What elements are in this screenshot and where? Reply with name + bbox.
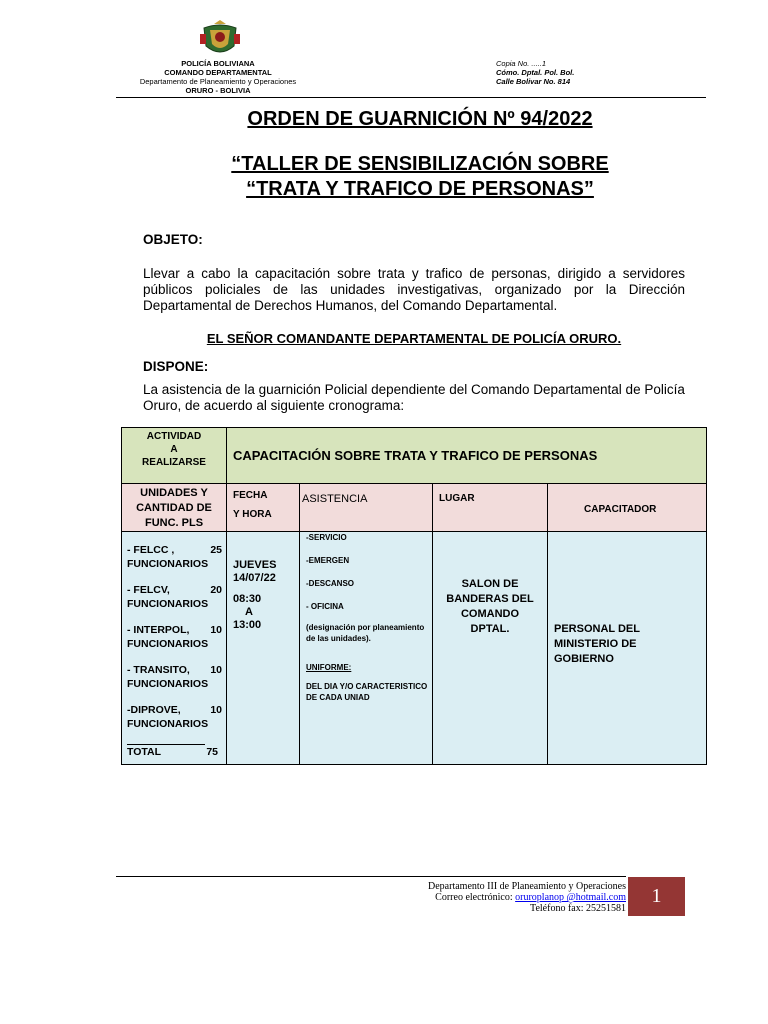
footer-divider — [116, 876, 626, 877]
subtitle-line: “TALLER DE SENSIBILIZACIÓN SOBRE — [231, 153, 609, 175]
unit-name: - FELCC , — [127, 544, 175, 556]
unit-count: 10 — [210, 704, 222, 716]
uniforme-label: UNIFORME: — [306, 663, 352, 672]
header-fecha-line: Y HORA — [233, 509, 272, 520]
fecha-line: 13:00 — [233, 619, 262, 631]
dispone-label: DISPONE: — [143, 359, 209, 374]
lugar-line: SALON DE — [461, 578, 519, 590]
unit-label: FUNCIONARIOS — [127, 597, 209, 610]
asistencia-cell — [300, 532, 433, 765]
footer-department: Departamento III de Planeamiento y Operaciones — [428, 881, 626, 892]
unit-count: 25 — [210, 544, 222, 556]
footer-email-link[interactable]: oruroplanop @hotmail.com — [515, 892, 626, 903]
subtitle-line: “TRATA Y TRAFICO DE PERSONAS” — [246, 178, 594, 200]
activity-label-line: A — [170, 444, 178, 455]
page-number: 1 — [628, 877, 685, 916]
unit-item — [127, 544, 222, 571]
unit-item — [127, 704, 222, 731]
unit-name: - TRANSITO, — [127, 664, 190, 676]
lugar-line: COMANDO — [460, 608, 520, 620]
header-institution — [118, 59, 318, 95]
lugar-cell — [433, 532, 548, 765]
fecha-cell — [227, 532, 300, 765]
capacitador-line: MINISTERIO DE — [554, 638, 637, 650]
activity-label-cell — [122, 428, 227, 484]
header-ref-line: Calle Bolivar No. 814 — [496, 77, 571, 86]
header-lugar — [433, 484, 548, 532]
fecha-line: 14/07/22 — [233, 572, 276, 584]
activity-value-cell — [227, 428, 707, 484]
capacitador-cell — [548, 532, 707, 765]
header-units-line: FUNC. PLS — [144, 517, 204, 529]
activity-value: CAPACITACIÓN SOBRE TRATA Y TRAFICO DE PERSONAS — [233, 448, 598, 463]
document-subtitle — [150, 152, 690, 202]
capacitador-line: PERSONAL DEL — [554, 623, 640, 635]
lugar-line: DPTAL. — [470, 623, 510, 635]
police-crest-icon — [198, 20, 242, 60]
header-line: COMANDO DEPARTAMENTAL — [164, 68, 272, 77]
footer-phone: Teléfono fax: 25251581 — [530, 903, 626, 914]
table-header-row — [122, 484, 707, 532]
unit-name: - INTERPOL, — [127, 624, 190, 636]
table-row — [122, 428, 707, 484]
header-line: Departamento de Planeamiento y Operaciones — [139, 77, 297, 86]
header-units-line: CANTIDAD DE — [136, 502, 212, 514]
copy-number: Copia No. .....1 — [496, 59, 547, 68]
objeto-label: OBJETO: — [143, 232, 203, 247]
fecha-line: A — [245, 606, 253, 618]
header-ref-line: Cómo. Dptal. Pol. Bol. — [496, 68, 575, 77]
unit-count: 10 — [210, 664, 222, 676]
header-fecha-line: FECHA — [233, 490, 268, 501]
asistencia-item: -EMERGEN — [306, 556, 350, 565]
total-row — [127, 745, 222, 759]
unit-name: -DIPROVE, — [127, 704, 181, 716]
header-fecha — [227, 484, 300, 532]
document-title: ORDEN DE GUARNICIÓN Nº 94/2022 — [247, 108, 593, 130]
fecha-line: 08:30 — [233, 593, 262, 605]
unit-label: FUNCIONARIOS — [127, 637, 209, 650]
asistencia-item: -SERVICIO — [306, 533, 347, 542]
header-line: POLICÍA BOLIVIANA — [181, 59, 255, 68]
lugar-line: BANDERAS DEL — [446, 593, 534, 605]
header-divider — [116, 97, 706, 98]
header-units — [122, 484, 227, 532]
capacitador-line: GOBIERNO — [554, 653, 614, 665]
asistencia-item: - OFICINA — [306, 602, 344, 611]
unit-item — [127, 664, 222, 691]
unit-item — [127, 624, 222, 651]
footer-email-line — [330, 892, 626, 903]
asistencia-item: -DESCANSO — [306, 579, 355, 588]
header-asistencia-label: ASISTENCIA — [302, 493, 368, 505]
unit-count: 10 — [210, 624, 222, 636]
table-row — [122, 532, 707, 765]
schedule-table — [121, 427, 707, 765]
footer-email-label: Correo electrónico: — [435, 892, 516, 903]
total-label: TOTAL — [127, 746, 162, 758]
header-units-line: UNIDADES Y — [140, 487, 208, 499]
unit-label: FUNCIONARIOS — [127, 717, 209, 730]
header-line: ORURO - BOLIVIA — [185, 86, 251, 95]
header-reference — [496, 59, 656, 86]
unit-label: FUNCIONARIOS — [127, 557, 209, 570]
dispone-text: La asistencia de la guarnición Policial dependiente del Comando Departamental de Policía Oruro, de acuerdo al siguiente cronograma: — [143, 382, 685, 413]
activity-label-line: REALIZARSE — [142, 457, 206, 468]
header-lugar-label: LUGAR — [439, 493, 475, 504]
uniforme-text: DEL DIA Y/O CARACTERISTICO DE CADA UNIAD — [306, 682, 428, 702]
unit-label: FUNCIONARIOS — [127, 677, 209, 690]
commander-line: EL SEÑOR COMANDANTE DEPARTAMENTAL DE POLICÍA ORURO. — [206, 331, 622, 346]
units-cell — [122, 532, 227, 765]
unit-name: - FELCV, — [127, 584, 170, 596]
header-capacitador — [548, 484, 707, 532]
units-list — [127, 544, 222, 731]
header-capacitador-label: CAPACITADOR — [584, 504, 657, 515]
total-value: 75 — [206, 746, 218, 758]
activity-label-line: ACTIVIDAD — [146, 431, 202, 442]
unit-count: 20 — [210, 584, 222, 596]
objeto-text: Llevar a cabo la capacitación sobre trata y trafico de personas, dirigido a servidores públicos policiales de las unidades investigativas, organizado por la Dirección Departamental de Derechos Humanos, del Comando Departamental. — [143, 266, 685, 313]
fecha-line: JUEVES — [233, 559, 277, 571]
footer-info — [330, 881, 626, 914]
asistencia-note: (designación por planeamiento de las unidades). — [306, 623, 425, 643]
header-asistencia — [300, 484, 433, 532]
unit-item — [127, 584, 222, 611]
